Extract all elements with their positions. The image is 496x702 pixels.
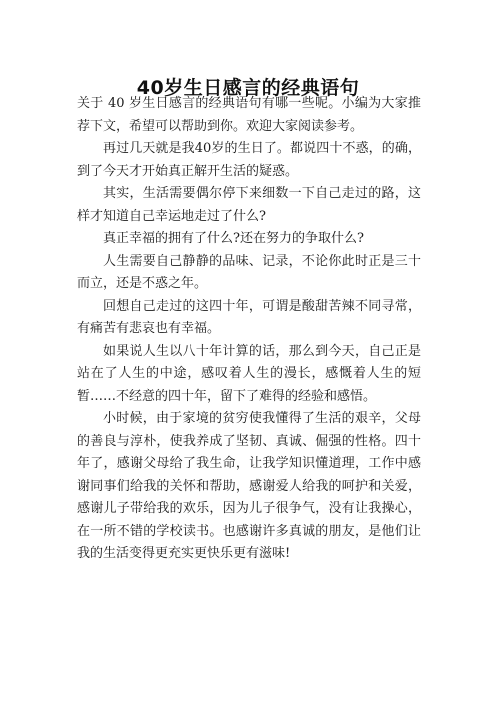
paragraph-7: 如果说人生以八十年计算的话，那么到今天，自己正是站在了人生的中途，感叹着人生的漫长，感慨着人生的短暂……不经意的四十年，留下了难得的经验和感悟。 — [77, 343, 421, 404]
document-body — [77, 93, 421, 566]
paragraph-8: 小时候，由于家境的贫穷使我懂得了生活的艰辛，父母的善良与淳朴，使我养成了坚韧、真诚、倔强的性格。四十年了，感谢父母给了我生命，让我学知识懂道理，工作中感谢同事们给我的关怀和帮助，感谢爱人给我的呵护和关爱，感谢儿子带给我的欢乐，因为儿子很争气，没有让我操心，在一所不错的学校读书。也感谢许多真诚的朋友，是他们让我的生活变得更充实更快乐更有滋味! — [77, 411, 421, 561]
paragraph-2: 再过几天就是我40岁的生日了。都说四十不惑，的确，到了今天才开始真正解开生活的疑惑。 — [77, 141, 421, 179]
paragraph-3: 其实，生活需要偶尔停下来细数一下自己走过的路，这样才知道自己幸运地走过了什么? — [77, 186, 421, 224]
document-title: 40岁生日感言的经典语句 — [136, 76, 360, 99]
paragraph-4: 真正幸福的拥有了什么?还在努力的争取什么? — [103, 231, 364, 246]
paragraph-1: 关于 40 岁生日感言的经典语句有哪一些呢。小编为大家推荐下文，希望可以帮助到你。欢迎大家阅读参考。 — [77, 96, 421, 134]
paragraph-6: 回想自己走过的这四十年，可谓是酸甜苦辣不同寻常，有痛苦有悲哀也有幸福。 — [77, 298, 421, 336]
paragraph-5: 人生需要自己静静的品味、记录，不论你此时正是三十而立，还是不惑之年。 — [77, 253, 421, 291]
